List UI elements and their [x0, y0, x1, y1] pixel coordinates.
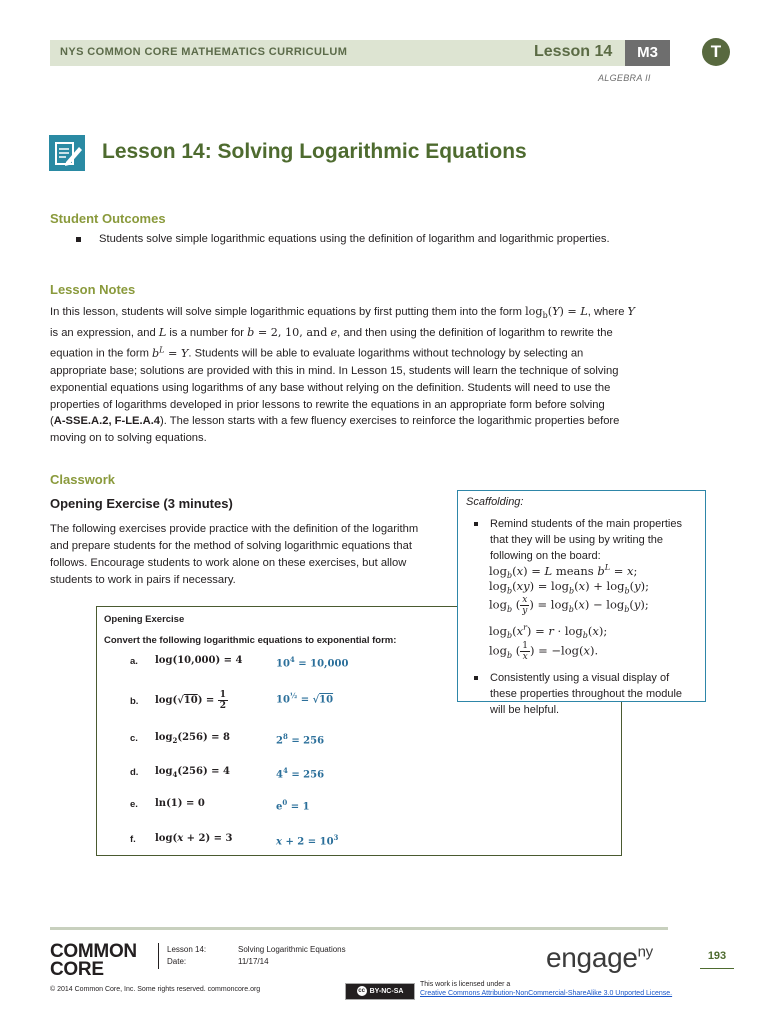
- notes-math-exp: $b^L = Y$: [152, 345, 189, 360]
- exercise-answer: $10^4 = 10,000$: [276, 655, 349, 670]
- exercise-question: log(x + 2) = 3: [155, 833, 233, 844]
- module-badge: M3: [625, 40, 670, 66]
- exercise-answer: $10^{\frac{1}{2}} = √10$: [276, 691, 334, 706]
- classwork-heading: Classwork: [50, 472, 116, 487]
- page-number: 193: [707, 950, 727, 962]
- notes-line: The lesson starts with a few fluency exercises to reinforce the logarithmic properties before: [169, 415, 620, 428]
- exercise-row-letter: c.: [130, 733, 138, 744]
- notes-b-values: 2, 10, and: [270, 326, 328, 340]
- notes-standards: A-SSE.A.2, F-LE.A.4: [53, 415, 161, 428]
- teacher-badge: T: [702, 38, 730, 66]
- footer-separator: [158, 943, 159, 969]
- notes-math-b: b =: [247, 326, 271, 340]
- scaffold-line: Consistently using a visual display of: [490, 672, 670, 684]
- notes-line: properties of logarithms developed in prior lessons to rewrite the equations in an appropriate form before solving: [50, 398, 605, 411]
- opening-exercise-title: Opening Exercise (3 minutes): [50, 496, 233, 511]
- footer-date-value: 11/17/14: [238, 957, 269, 966]
- scaffold-line: Remind students of the main properties: [490, 518, 682, 530]
- scaffold-line: will be helpful.: [490, 704, 560, 716]
- opening-paragraph: [50, 521, 450, 589]
- property-reciprocal: $\log_b$ ( $\frac{1}{x}$ ) = −log(x).: [489, 641, 599, 662]
- curriculum-label: NYS COMMON CORE MATHEMATICS CURRICULUM: [60, 46, 348, 58]
- exercise-answer: $x + 2 = 10^3$: [276, 833, 339, 848]
- property-definition: $\log_b(x) = L$ means $b^L = x$;: [489, 563, 638, 581]
- exercise-question: ln(1) = 0: [155, 798, 205, 809]
- exercise-answer: $4^4 = 256$: [276, 766, 325, 781]
- exercise-question: log(√10) = $\frac{1}{2}$: [155, 690, 227, 711]
- scaffold-line: following on the board:: [490, 550, 601, 562]
- copyright-text: © 2014 Common Core, Inc. Some rights reserved. commoncore.org: [50, 986, 261, 993]
- exercise-answer: $2^8 = 256$: [276, 732, 325, 747]
- notes-line: and then using the definition of logarithm to rewrite the: [343, 327, 613, 340]
- notes-line: appropriate base; solutions are provided with this in mind. In Lesson 15, students will learn the technique of solving: [50, 364, 619, 377]
- engage-text: engage: [546, 942, 638, 973]
- logo-line: CORE: [50, 959, 104, 980]
- lesson-pencil-icon: [49, 135, 85, 171]
- engage-sup: ny: [637, 943, 653, 961]
- lesson-notes-body: In this lesson, students will solve simple logarithmic equations by first putting them into the form $\log_b(Y) = L$, where Y is an expression, and L is a number for b = 2, 10, and e, and then using the definition of logarithm to rewrite the equation in the form $b^L = Y$. Students will be able to evaluate logarithms without technology by selecting an appropriate base; solutions are provided with this in mind. In Lesson 15, students will learn the technique of solving exponential equations using logarithms of any base without relying on the definition. Students will need to use the properties of logarithms developed in prior lessons to rewrite the equations in an appropriate form before solving (A-SSE.A.2, F-LE.A.4). The lesson starts with a few fluency exercises to reinforce the logarithmic properties before moving on to solving equations.: [50, 304, 670, 447]
- exercise-instruction: Convert the following logarithmic equations to exponential form:: [104, 635, 397, 646]
- paragraph-line: follows. Encourage students to work alone on these exercises, but allow: [50, 556, 407, 569]
- engageny-logo: [546, 942, 653, 974]
- exercise-question: $\log_2(256) = 8$: [155, 732, 230, 745]
- notes-math-form: $\log_b(Y) = L$: [525, 305, 588, 321]
- common-core-logo: [50, 943, 137, 979]
- cc-icon: cc: [358, 988, 365, 995]
- footer-divider: [50, 927, 668, 930]
- exercise-row-letter: e.: [130, 799, 138, 810]
- scaffold-line: these properties throughout the module: [490, 688, 683, 700]
- page-number-underline: [700, 968, 734, 969]
- notes-line: Students will be able to evaluate logarithms without technology by selecting an: [194, 347, 584, 360]
- notes-math-e: e: [330, 326, 338, 340]
- scaffolding-title: Scaffolding:: [466, 496, 524, 508]
- bullet-square-icon: [76, 237, 81, 242]
- notes-line: exponential equations using logarithms of any base without relying on the definition. Students will need to use the: [50, 381, 611, 394]
- lesson-notes-heading: Lesson Notes: [50, 282, 136, 297]
- scaffolding-bullet-2: [474, 670, 698, 718]
- exercise-answer: $e^0 = 1$: [276, 798, 310, 813]
- course-label: ALGEBRA II: [598, 73, 651, 83]
- notes-line: is an expression, and: [50, 327, 156, 340]
- exercise-row-letter: b.: [130, 696, 139, 707]
- paragraph-line: and prepare students for the method of solving logarithmic equations that: [50, 539, 412, 552]
- notes-math-var: L: [158, 326, 167, 340]
- scaffolding-bullet-1: [474, 516, 698, 564]
- property-power: $\log_b(x^r) = r \cdot \log_b(x)$;: [489, 623, 608, 641]
- property-quotient: $\log_b$ ( $\frac{x}{y}$ ) = $\log_b(x) - \log_b(y)$;: [489, 595, 649, 616]
- notes-line: In this lesson, students will solve simple logarithmic equations by first putting them into the form: [50, 306, 522, 318]
- footer-lesson-label: Lesson 14:: [167, 945, 207, 954]
- outcome-bullet: [76, 231, 610, 248]
- notes-line: equation in the form: [50, 347, 149, 360]
- student-outcomes-heading: Student Outcomes: [50, 211, 166, 226]
- notes-line: is a number for: [169, 327, 245, 340]
- exercise-row-letter: f.: [130, 834, 136, 845]
- footer-date-label: Date:: [167, 957, 187, 966]
- logo-line: COMMON: [50, 941, 137, 962]
- exercise-question: log(10,000) = 4: [155, 655, 243, 666]
- scaffold-line: that they will be using by writing the: [490, 534, 664, 546]
- lesson-label: Lesson 14: [534, 43, 613, 60]
- footer-lesson-value: Solving Logarithmic Equations: [238, 945, 346, 954]
- notes-line: moving on to solving equations.: [50, 432, 207, 445]
- notes-math-var: Y: [627, 305, 635, 318]
- notes-line: , where: [587, 306, 625, 318]
- exercise-row-letter: d.: [130, 767, 139, 778]
- exercise-label: Opening Exercise: [104, 614, 185, 625]
- exercise-question: $\log_4(256) = 4$: [155, 766, 230, 779]
- property-product: $\log_b(xy) = \log_b(x) + \log_b(y)$;: [489, 579, 650, 596]
- paragraph-line: The following exercises provide practice with the definition of the logarithm: [50, 523, 419, 535]
- exercise-row-letter: a.: [130, 656, 138, 667]
- bullet-square-icon: [474, 676, 478, 680]
- outcome-text: Students solve simple logarithmic equations using the definition of logarithm and logarithmic properties.: [99, 233, 610, 245]
- license-text: This work is licensed under a: [420, 981, 511, 988]
- page-title: Lesson 14: Solving Logarithmic Equations: [102, 140, 527, 163]
- creative-commons-badge[interactable]: [345, 983, 415, 1000]
- paragraph-line: students to work in pairs if necessary.: [50, 573, 236, 586]
- license-link[interactable]: Creative Commons Attribution-NonCommercial-ShareAlike 3.0 Unported License.: [420, 990, 673, 997]
- cc-badge-text: BY-NC-SA: [369, 988, 404, 995]
- bullet-square-icon: [474, 522, 478, 526]
